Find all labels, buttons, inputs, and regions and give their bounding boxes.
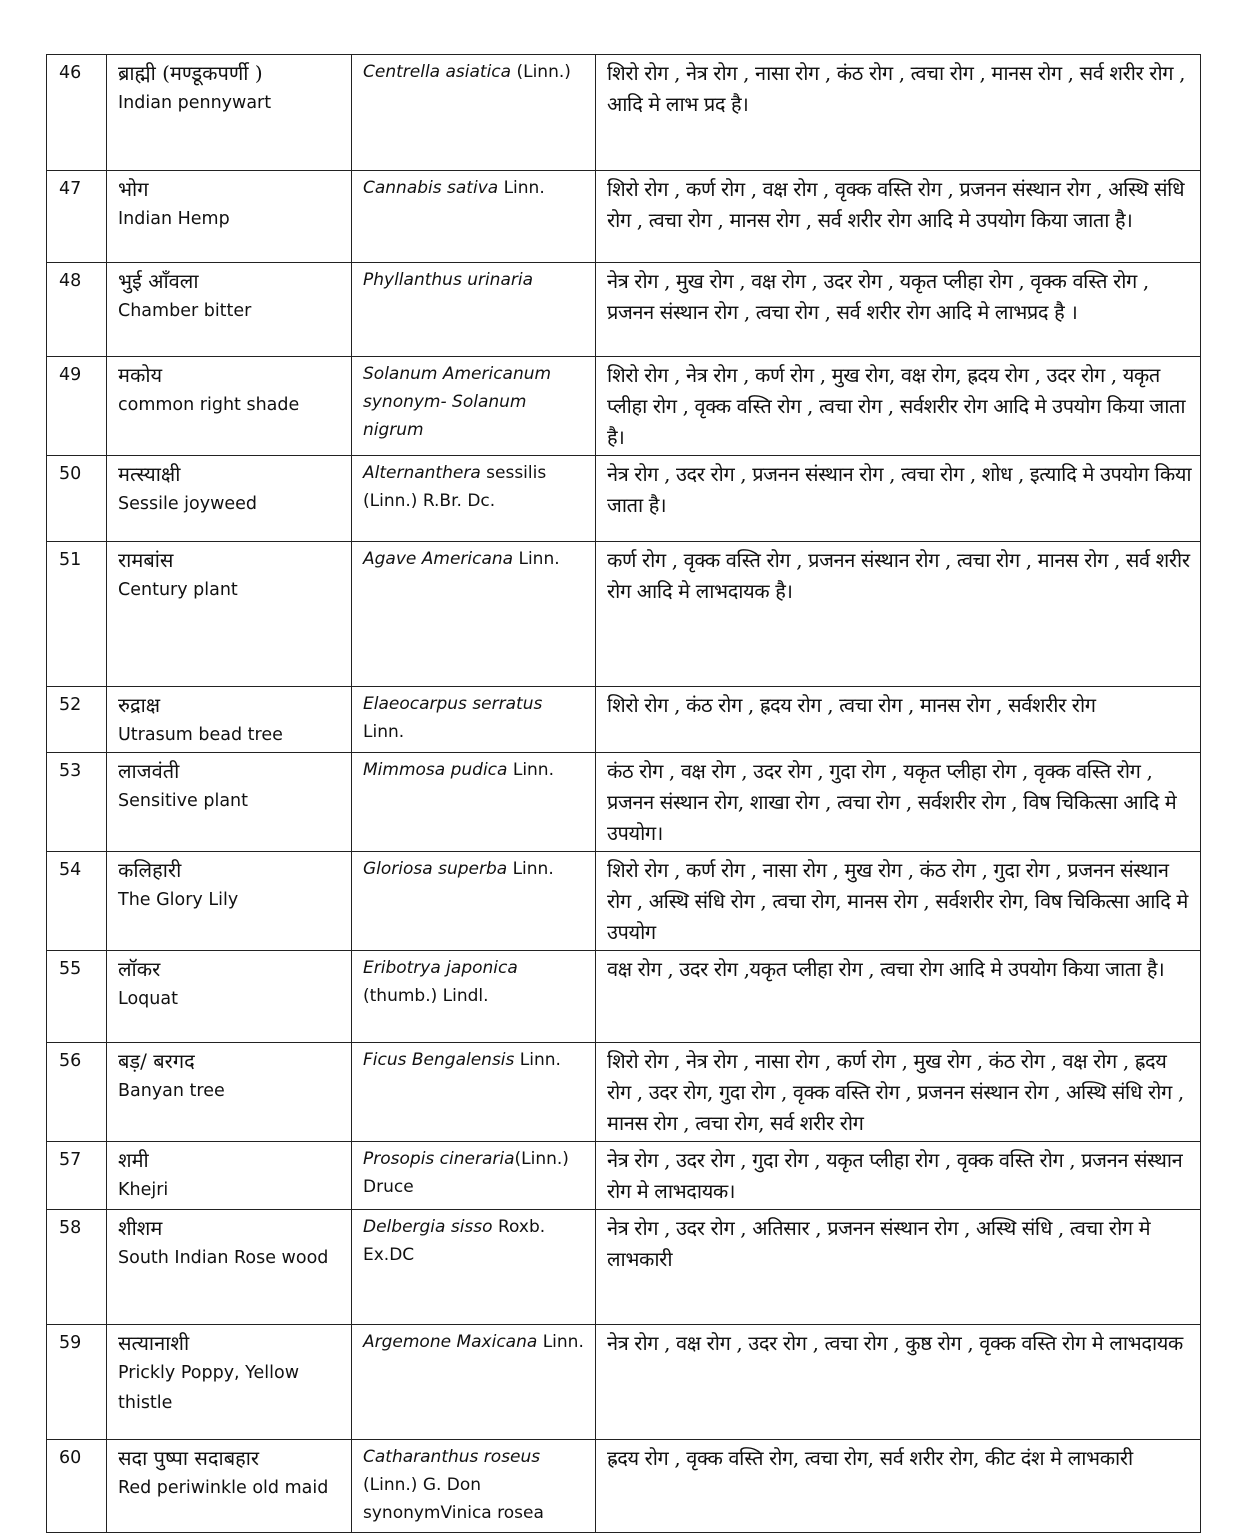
plant-name-cell (107, 753, 352, 852)
scientific-name-authority: Linn. (513, 549, 560, 569)
table-body (47, 55, 1201, 1533)
hindi-name: भुई आँवला (118, 269, 199, 293)
plant-name-cell (107, 542, 352, 687)
therapeutic-uses-cell: वक्ष रोग , उदर रोग ,यकृत प्लीहा रोग , त्वचा रोग आदि मे उपयोग किया जाता है। (596, 951, 1201, 1043)
therapeutic-uses-cell: शिरो रोग , नेत्र रोग , नासा रोग , कर्ण रोग , मुख रोग , कंठ रोग , वक्ष रोग , ह्रदय रोग , उदर रोग, गुदा रोग , वृक्क वस्ति रोग , प्रजनन संस्थान रोग , अस्थि संधि रोग , मानस रोग , त्वचा रोग, सर्व शरीर रोग (596, 1043, 1201, 1142)
plant-name-cell (107, 687, 352, 753)
plant-name-cell (107, 55, 352, 171)
english-name: Banyan tree (118, 1081, 225, 1101)
english-name: Indian pennywart (118, 93, 272, 113)
therapeutic-uses-cell: कंठ रोग , वक्ष रोग , उदर रोग , गुदा रोग , यकृत प्लीहा रोग , वृक्क वस्ति रोग , प्रजनन संस्थान रोग, शाखा रोग , त्वचा रोग , सर्वशरीर रोग , विष चिकित्सा आदि मे उपयोग। (596, 753, 1201, 852)
therapeutic-uses-cell: नेत्र रोग , वक्ष रोग , उदर रोग , त्वचा रोग , कुष्ठ रोग , वृक्क वस्ति रोग मे लाभदायक (596, 1325, 1201, 1440)
hindi-name: सदा पुष्पा सदाबहार (118, 1446, 260, 1470)
row-number: 58 (47, 1210, 107, 1325)
scientific-name-cell (352, 1210, 596, 1325)
english-name: South Indian Rose wood (118, 1248, 329, 1268)
scientific-name-authority: Linn. (363, 722, 405, 742)
english-name: Prickly Poppy, Yellow thistle (118, 1363, 300, 1413)
scientific-name-italic: Argemone Maxicana (363, 1332, 538, 1352)
scientific-name-italic: Prosopis cineraria (363, 1149, 515, 1169)
scientific-name-italic: Phyllanthus urinaria (363, 270, 534, 290)
scientific-name-authority: Linn. (507, 760, 554, 780)
table-row (47, 1325, 1201, 1440)
scientific-name-authority: Linn. (514, 1050, 561, 1070)
table-row (47, 263, 1201, 357)
table-row (47, 1210, 1201, 1325)
scientific-name-authority: Roxb. Ex.DC (363, 1217, 546, 1265)
scientific-name-cell (352, 263, 596, 357)
table-row (47, 542, 1201, 687)
hindi-name: ब्राह्मी (मण्डूकपर्णी ) (118, 61, 263, 85)
scientific-name-italic: Solanum Americanum synonym- Solanum nigrum (363, 364, 552, 440)
scientific-name-authority: (Linn.) G. Don synonymVinica rosea (363, 1475, 544, 1523)
hindi-name: सत्यानाशी (118, 1331, 190, 1355)
scientific-name-cell (352, 753, 596, 852)
english-name: Indian Hemp (118, 209, 230, 229)
hindi-name: मत्स्याक्षी (118, 462, 181, 486)
row-number: 57 (47, 1142, 107, 1210)
scientific-name-italic: Cannabis sativa (363, 178, 499, 198)
therapeutic-uses-cell: शिरो रोग , कर्ण रोग , वक्ष रोग , वृक्क वस्ति रोग , प्रजनन संस्थान रोग , अस्थि संधि रोग , त्वचा रोग , मानस रोग , सर्व शरीर रोग आदि मे उपयोग किया जाता है। (596, 171, 1201, 263)
plant-name-cell (107, 1325, 352, 1440)
table-row (47, 1142, 1201, 1210)
hindi-name: कलिहारी (118, 858, 182, 882)
scientific-name-italic: Ficus Bengalensis (363, 1050, 515, 1070)
hindi-name: बड़/ बरगद (118, 1049, 195, 1073)
therapeutic-uses-cell: नेत्र रोग , उदर रोग , प्रजनन संस्थान रोग , त्वचा रोग , शोध , इत्यादि मे उपयोग किया जाता है। (596, 456, 1201, 542)
plant-name-cell (107, 263, 352, 357)
hindi-name: लॉकर (118, 957, 161, 981)
row-number: 60 (47, 1440, 107, 1533)
row-number: 54 (47, 852, 107, 951)
english-name: Loquat (118, 989, 178, 1009)
row-number: 56 (47, 1043, 107, 1142)
scientific-name-italic: Elaeocarpus serratus (363, 694, 543, 714)
scientific-name-cell (352, 687, 596, 753)
therapeutic-uses-cell: नेत्र रोग , उदर रोग , गुदा रोग , यकृत प्लीहा रोग , वृक्क वस्ति रोग , प्रजनन संस्थान रोग मे लाभदायक। (596, 1142, 1201, 1210)
scientific-name-italic: Centrella asiatica (363, 62, 512, 82)
scientific-name-italic: Gloriosa superba (363, 859, 508, 879)
plant-name-cell (107, 357, 352, 456)
english-name: The Glory Lily (118, 890, 239, 910)
hindi-name: शीशम (118, 1216, 163, 1240)
table-row (47, 171, 1201, 263)
scientific-name-authority: Linn. (498, 178, 545, 198)
row-number: 51 (47, 542, 107, 687)
row-number: 49 (47, 357, 107, 456)
scientific-name-authority: Linn. (507, 859, 554, 879)
therapeutic-uses-cell: शिरो रोग , कर्ण रोग , नासा रोग , मुख रोग , कंठ रोग , गुदा रोग , प्रजनन संस्थान रोग , अस्थि संधि रोग , त्वचा रोग, मानस रोग , सर्वशरीर रोग, विष चिकित्सा आदि मे उपयोग (596, 852, 1201, 951)
row-number: 47 (47, 171, 107, 263)
row-number: 52 (47, 687, 107, 753)
therapeutic-uses-cell: शिरो रोग , कंठ रोग , ह्रदय रोग , त्वचा रोग , मानस रोग , सर्वशरीर रोग (596, 687, 1201, 753)
row-number: 50 (47, 456, 107, 542)
english-name: Century plant (118, 580, 238, 600)
scientific-name-italic: Delbergia sisso (363, 1217, 493, 1237)
table-row (47, 687, 1201, 753)
scientific-name-italic: Catharanthus roseus (363, 1447, 541, 1467)
scientific-name-cell (352, 1325, 596, 1440)
scientific-name-authority: (Linn.) Druce (363, 1149, 569, 1197)
plant-name-cell (107, 1440, 352, 1533)
hindi-name: मकोय (118, 363, 163, 387)
scientific-name-authority: sessilis (Linn.) R.Br. Dc. (363, 463, 547, 511)
english-name: Chamber bitter (118, 301, 252, 321)
scientific-name-cell (352, 171, 596, 263)
scientific-name-cell (352, 951, 596, 1043)
hindi-name: रामबांस (118, 548, 174, 572)
scientific-name-cell (352, 1043, 596, 1142)
scientific-name-cell (352, 456, 596, 542)
row-number: 55 (47, 951, 107, 1043)
table-row (47, 456, 1201, 542)
scientific-name-italic: Alternanthera (363, 463, 481, 483)
english-name: Khejri (118, 1180, 169, 1200)
hindi-name: शमी (118, 1148, 149, 1172)
table-row (47, 55, 1201, 171)
scientific-name-cell (352, 55, 596, 171)
scientific-name-cell (352, 852, 596, 951)
english-name: Sensitive plant (118, 791, 249, 811)
table-row (47, 951, 1201, 1043)
table-row (47, 852, 1201, 951)
row-number: 46 (47, 55, 107, 171)
plant-name-cell (107, 171, 352, 263)
plant-name-cell (107, 1142, 352, 1210)
scientific-name-italic: Agave Americana (363, 549, 514, 569)
scientific-name-authority: (Linn.) (511, 62, 571, 82)
hindi-name: रुद्राक्ष (118, 693, 161, 717)
therapeutic-uses-cell: नेत्र रोग , मुख रोग , वक्ष रोग , उदर रोग , यकृत प्लीहा रोग , वृक्क वस्ति रोग , प्रजनन संस्थान रोग , त्वचा रोग , सर्व शरीर रोग आदि मे लाभप्रद है । (596, 263, 1201, 357)
english-name: Sessile joyweed (118, 494, 258, 514)
row-number: 53 (47, 753, 107, 852)
scientific-name-cell (352, 1440, 596, 1533)
english-name: Utrasum bead tree (118, 725, 283, 745)
english-name: Red periwinkle old maid (118, 1478, 329, 1498)
scientific-name-authority: (thumb.) Lindl. (363, 986, 489, 1006)
plant-name-cell (107, 951, 352, 1043)
plant-name-cell (107, 1210, 352, 1325)
scientific-name-italic: Eribotrya japonica (363, 958, 518, 978)
hindi-name: लाजवंती (118, 759, 180, 783)
scientific-name-cell (352, 357, 596, 456)
table-row (47, 357, 1201, 456)
therapeutic-uses-cell: ह्रदय रोग , वृक्क वस्ति रोग, त्वचा रोग, सर्व शरीर रोग, कीट दंश मे लाभकारी (596, 1440, 1201, 1533)
plant-name-cell (107, 852, 352, 951)
therapeutic-uses-cell: कर्ण रोग , वृक्क वस्ति रोग , प्रजनन संस्थान रोग , त्वचा रोग , मानस रोग , सर्व शरीर रोग आदि मे लाभदायक है। (596, 542, 1201, 687)
plant-name-cell (107, 1043, 352, 1142)
scientific-name-cell (352, 542, 596, 687)
english-name: common right shade (118, 395, 300, 415)
table-row (47, 753, 1201, 852)
table-row (47, 1043, 1201, 1142)
therapeutic-uses-cell: नेत्र रोग , उदर रोग , अतिसार , प्रजनन संस्थान रोग , अस्थि संधि , त्वचा रोग मे लाभकारी (596, 1210, 1201, 1325)
plant-name-cell (107, 456, 352, 542)
therapeutic-uses-cell: शिरो रोग , नेत्र रोग , नासा रोग , कंठ रोग , त्वचा रोग , मानस रोग , सर्व शरीर रोग , आदि मे लाभ प्रद है। (596, 55, 1201, 171)
scientific-name-authority: Linn. (537, 1332, 584, 1352)
hindi-name: भोग (118, 177, 149, 201)
medicinal-plants-table (46, 54, 1201, 1533)
scientific-name-italic: Mimmosa pudica (363, 760, 508, 780)
table-row (47, 1440, 1201, 1533)
therapeutic-uses-cell: शिरो रोग , नेत्र रोग , कर्ण रोग , मुख रोग, वक्ष रोग, ह्रदय रोग , उदर रोग , यकृत प्लीहा रोग , वृक्क वस्ति रोग , त्वचा रोग , सर्वशरीर रोग आदि मे उपयोग किया जाता है। (596, 357, 1201, 456)
scientific-name-cell (352, 1142, 596, 1210)
row-number: 48 (47, 263, 107, 357)
row-number: 59 (47, 1325, 107, 1440)
